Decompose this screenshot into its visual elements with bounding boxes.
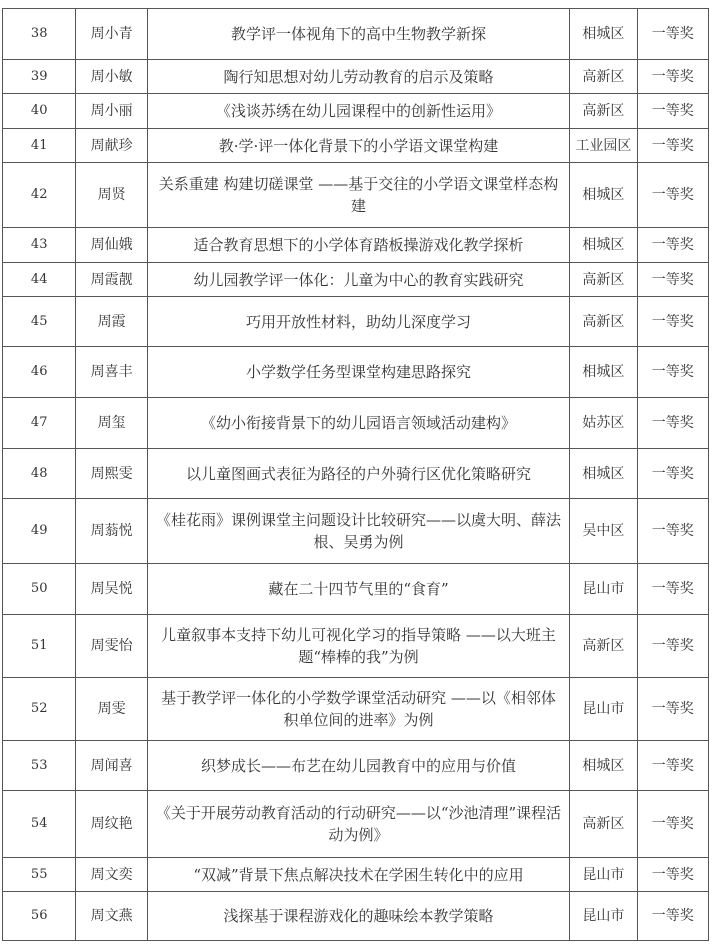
table-row	[3, 9, 709, 60]
district: 高新区	[570, 263, 637, 297]
author-name: 周纹艳	[76, 791, 147, 858]
paper-title: “双减”背景下焦点解决技术在学困生转化中的应用	[147, 858, 569, 892]
paper-title: 关系重建 构建切磋课堂 ——基于交往的小学语文课堂样态构建	[147, 163, 569, 228]
row-number: 43	[3, 228, 76, 263]
award-level: 一等奖	[637, 892, 708, 941]
award-level: 一等奖	[637, 263, 708, 297]
district: 高新区	[570, 60, 637, 94]
author-name: 周仙娥	[76, 228, 147, 263]
author-name: 周献珍	[76, 129, 147, 163]
table-row	[3, 94, 709, 129]
paper-title: 适合教育思想下的小学体育踏板操游戏化教学探析	[147, 228, 569, 263]
table-row	[3, 263, 709, 297]
paper-title: 巧用开放性材料，助幼儿深度学习	[147, 297, 569, 347]
row-number: 51	[3, 615, 76, 678]
district: 高新区	[570, 615, 637, 678]
table-row	[3, 163, 709, 228]
row-number: 39	[3, 60, 76, 94]
award-level: 一等奖	[637, 9, 708, 60]
author-name: 周喜丰	[76, 347, 147, 398]
district: 相城区	[570, 163, 637, 228]
row-number: 53	[3, 741, 76, 791]
paper-title: 藏在二十四节气里的“食育”	[147, 564, 569, 615]
author-name: 周吴悦	[76, 564, 147, 615]
paper-title: 基于教学评一体化的小学数学课堂活动研究 ——以《相邻体积单位间的进率》为例	[147, 678, 569, 741]
row-number: 54	[3, 791, 76, 858]
table-row	[3, 228, 709, 263]
award-level: 一等奖	[637, 564, 708, 615]
author-name: 周文燕	[76, 892, 147, 941]
row-number: 49	[3, 499, 76, 564]
row-number: 46	[3, 347, 76, 398]
row-number: 48	[3, 449, 76, 499]
district: 高新区	[570, 94, 637, 129]
award-level: 一等奖	[637, 791, 708, 858]
district: 昆山市	[570, 678, 637, 741]
author-name: 周小青	[76, 9, 147, 60]
district: 工业园区	[570, 129, 637, 163]
district: 相城区	[570, 9, 637, 60]
author-name: 周雯怡	[76, 615, 147, 678]
paper-title: 教·学·评一体化背景下的小学语文课堂构建	[147, 129, 569, 163]
table-row	[3, 892, 709, 941]
row-number: 47	[3, 398, 76, 449]
paper-title: 陶行知思想对幼儿劳动教育的启示及策略	[147, 60, 569, 94]
district: 昆山市	[570, 858, 637, 892]
award-level: 一等奖	[637, 678, 708, 741]
award-level: 一等奖	[637, 398, 708, 449]
row-number: 44	[3, 263, 76, 297]
author-name: 周霞靓	[76, 263, 147, 297]
award-level: 一等奖	[637, 615, 708, 678]
table-row	[3, 449, 709, 499]
row-number: 38	[3, 9, 76, 60]
author-name: 周玺	[76, 398, 147, 449]
district: 昆山市	[570, 564, 637, 615]
author-name: 周蓊悦	[76, 499, 147, 564]
award-level: 一等奖	[637, 499, 708, 564]
award-level: 一等奖	[637, 129, 708, 163]
district: 高新区	[570, 297, 637, 347]
author-name: 周文奕	[76, 858, 147, 892]
table-row	[3, 129, 709, 163]
table-row	[3, 791, 709, 858]
award-level: 一等奖	[637, 94, 708, 129]
table-row	[3, 60, 709, 94]
table-row	[3, 499, 709, 564]
district: 昆山市	[570, 892, 637, 941]
district: 相城区	[570, 347, 637, 398]
paper-title: 浅探基于课程游戏化的趣味绘本教学策略	[147, 892, 569, 941]
district: 吴中区	[570, 499, 637, 564]
paper-title: 教学评一体视角下的高中生物教学新探	[147, 9, 569, 60]
paper-title: 小学数学任务型课堂构建思路探究	[147, 347, 569, 398]
paper-title: 幼儿园教学评一体化：儿童为中心的教育实践研究	[147, 263, 569, 297]
table-row	[3, 297, 709, 347]
author-name: 周熙雯	[76, 449, 147, 499]
paper-title: 《桂花雨》课例课堂主问题设计比较研究——以虞大明、薛法根、吴勇为例	[147, 499, 569, 564]
district: 姑苏区	[570, 398, 637, 449]
table-row	[3, 347, 709, 398]
paper-title: 《浅谈苏绣在幼儿园课程中的创新性运用》	[147, 94, 569, 129]
row-number: 52	[3, 678, 76, 741]
row-number: 42	[3, 163, 76, 228]
award-level: 一等奖	[637, 228, 708, 263]
table-row	[3, 615, 709, 678]
row-number: 41	[3, 129, 76, 163]
award-level: 一等奖	[637, 60, 708, 94]
author-name: 周霞	[76, 297, 147, 347]
table-row	[3, 564, 709, 615]
award-level: 一等奖	[637, 741, 708, 791]
district: 相城区	[570, 741, 637, 791]
row-number: 40	[3, 94, 76, 129]
row-number: 55	[3, 858, 76, 892]
author-name: 周贤	[76, 163, 147, 228]
table-row	[3, 858, 709, 892]
paper-title: 以儿童图画式表征为路径的户外骑行区优化策略研究	[147, 449, 569, 499]
award-level: 一等奖	[637, 858, 708, 892]
paper-title: 《关于开展劳动教育活动的行动研究——以“沙池清理”课程活动为例》	[147, 791, 569, 858]
table-row	[3, 398, 709, 449]
paper-title: 织梦成长——布艺在幼儿园教育中的应用与价值	[147, 741, 569, 791]
row-number: 56	[3, 892, 76, 941]
author-name: 周闻喜	[76, 741, 147, 791]
awards-table	[2, 8, 709, 941]
paper-title: 儿童叙事本支持下幼儿可视化学习的指导策略 ——以大班主题“棒棒的我”为例	[147, 615, 569, 678]
author-name: 周小敏	[76, 60, 147, 94]
author-name: 周雯	[76, 678, 147, 741]
district: 相城区	[570, 228, 637, 263]
table-row	[3, 678, 709, 741]
table-row	[3, 741, 709, 791]
award-level: 一等奖	[637, 297, 708, 347]
district: 高新区	[570, 791, 637, 858]
author-name: 周小丽	[76, 94, 147, 129]
award-level: 一等奖	[637, 347, 708, 398]
district: 相城区	[570, 449, 637, 499]
row-number: 50	[3, 564, 76, 615]
award-level: 一等奖	[637, 163, 708, 228]
row-number: 45	[3, 297, 76, 347]
paper-title: 《幼小衔接背景下的幼儿园语言领域活动建构》	[147, 398, 569, 449]
award-level: 一等奖	[637, 449, 708, 499]
